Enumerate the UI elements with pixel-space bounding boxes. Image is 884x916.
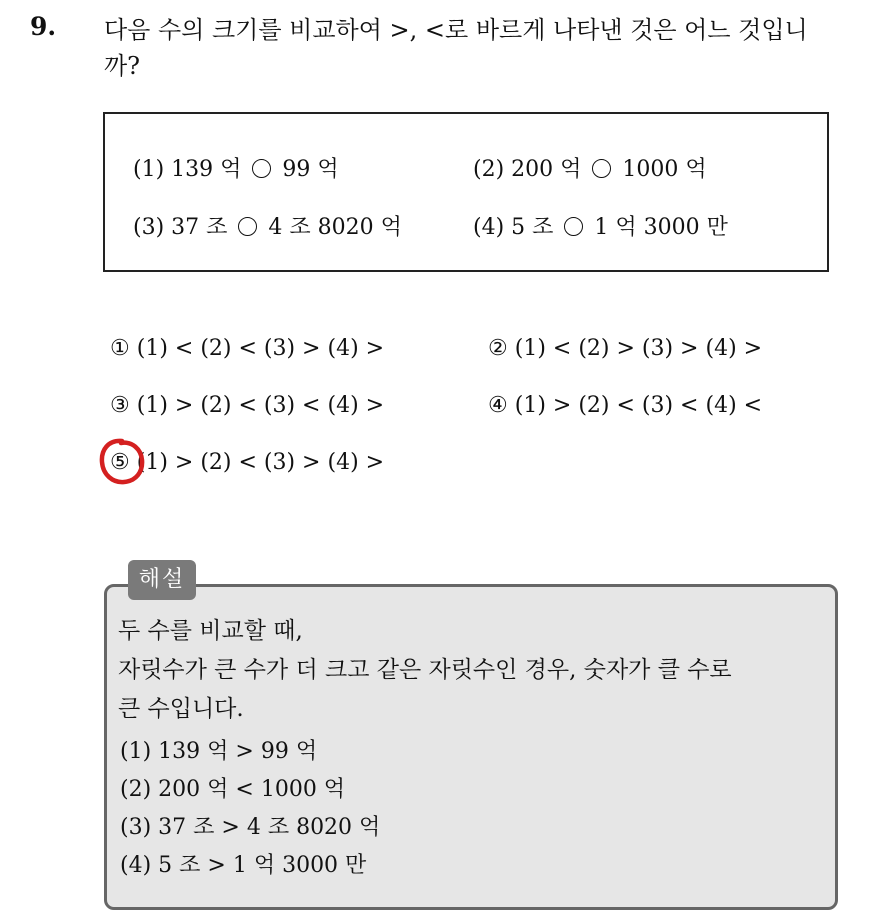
- choice-text: (1) < (2) < (3) > (4) >: [136, 336, 385, 361]
- answer-label: (3): [120, 815, 152, 840]
- box-item-3: [133, 210, 402, 241]
- box-item-left: 37 조: [171, 215, 228, 240]
- box-item-left: 200 억: [511, 157, 582, 182]
- box-item-label: (2): [473, 157, 505, 182]
- choice-text: (1) > (2) < (3) < (4) <: [514, 393, 763, 418]
- answer-label: (2): [120, 777, 152, 802]
- question-line-1: 다음 수의 크기를 비교하여 >, <로 바르게 나타낸 것은 어느 것입니: [104, 16, 808, 44]
- comparison-box: [103, 112, 829, 272]
- answer-text: 139 억 > 99 억: [158, 739, 318, 764]
- choice-4[interactable]: [488, 393, 762, 418]
- choice-text: (1) > (2) < (3) < (4) >: [136, 393, 385, 418]
- box-item-right: 4 조 8020 억: [268, 215, 402, 240]
- choice-mark: ⑤: [110, 450, 130, 475]
- choice-2[interactable]: [488, 336, 762, 361]
- choice-3[interactable]: [110, 393, 384, 418]
- choice-text: (1) < (2) > (3) > (4) >: [514, 336, 763, 361]
- explanation-line-1: 두 수를 비교할 때,: [118, 618, 303, 644]
- explanation-text: [118, 612, 732, 729]
- choice-mark: ④: [488, 393, 508, 418]
- box-item-label: (1): [133, 157, 165, 182]
- box-item-label: (4): [473, 215, 505, 240]
- blank-circle-icon: [592, 159, 611, 178]
- box-item-right: 99 억: [282, 157, 339, 182]
- box-item-label: (3): [133, 215, 165, 240]
- blank-circle-icon: [564, 217, 583, 236]
- question-line-2: 까?: [104, 52, 141, 80]
- explanation-line-2: 자릿수가 큰 수가 더 크고 같은 자릿수인 경우, 숫자가 클 수로: [118, 657, 732, 683]
- explanation-answer-3: [120, 810, 380, 841]
- question-text: [104, 12, 864, 84]
- choice-mark: ③: [110, 393, 130, 418]
- answer-label: (4): [120, 853, 152, 878]
- answer-label: (1): [120, 739, 152, 764]
- box-item-left: 139 억: [171, 157, 242, 182]
- explanation-line-3: 큰 수입니다.: [118, 696, 244, 722]
- answer-text: 5 조 > 1 억 3000 만: [158, 853, 367, 878]
- box-item-2: [473, 152, 707, 183]
- choice-1[interactable]: [110, 336, 384, 361]
- blank-circle-icon: [238, 217, 257, 236]
- choice-text: (1) > (2) < (3) > (4) >: [136, 450, 385, 475]
- choice-mark: ②: [488, 336, 508, 361]
- question-number: 9.: [30, 12, 57, 41]
- box-item-4: [473, 210, 728, 241]
- answer-text: 37 조 > 4 조 8020 억: [158, 815, 381, 840]
- box-item-left: 5 조: [511, 215, 554, 240]
- choice-mark: ①: [110, 336, 130, 361]
- box-item-right: 1 억 3000 만: [594, 215, 728, 240]
- box-item-1: [133, 152, 339, 183]
- answer-text: 200 억 < 1000 억: [158, 777, 346, 802]
- choice-5[interactable]: [110, 450, 384, 475]
- blank-circle-icon: [252, 159, 271, 178]
- explanation-answer-2: [120, 772, 345, 803]
- explanation-tag: 해설: [128, 560, 196, 600]
- explanation-answer-4: [120, 848, 366, 879]
- explanation-answer-1: [120, 734, 317, 765]
- box-item-right: 1000 억: [622, 157, 707, 182]
- choice-mark-wrap: [110, 450, 130, 475]
